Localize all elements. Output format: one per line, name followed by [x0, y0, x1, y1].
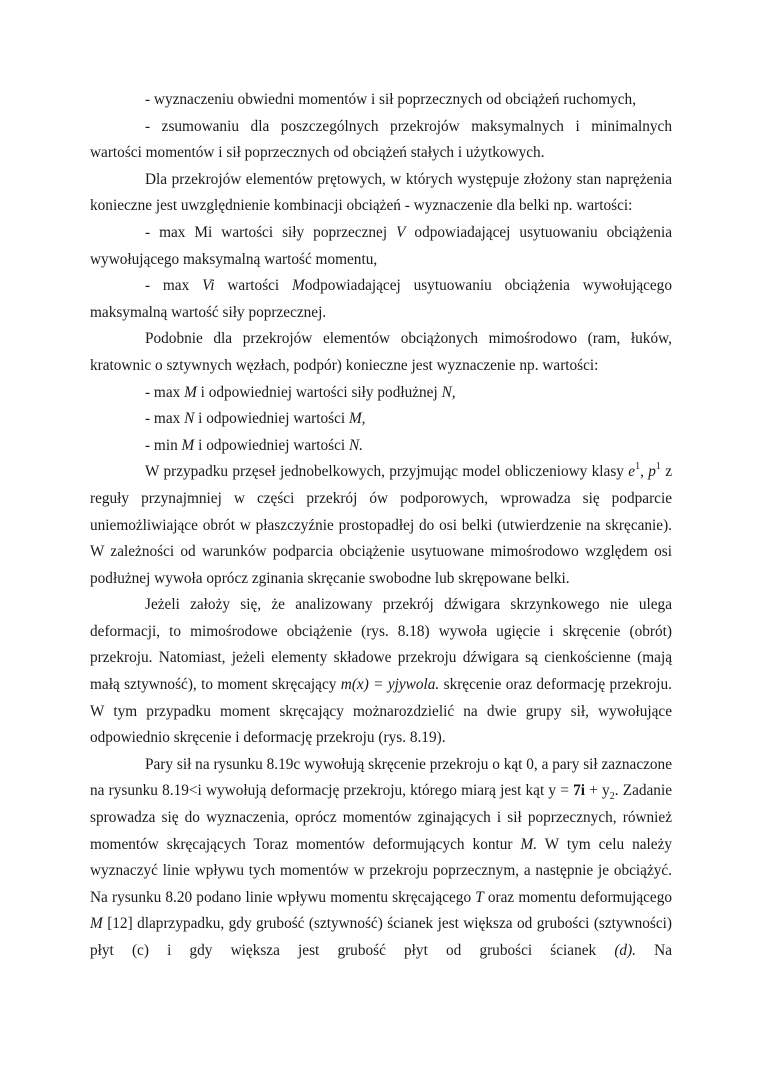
paragraph-single-beam-spans — [90, 459, 672, 592]
text-run: skręcenie oraz deformację przekroju. W tym przypadku moment skręcający możnarozdzielić na dwie grupy sił, wywołujące odpowiednio skręcenie i deformację przekroju (rys. 8.19). — [90, 676, 672, 747]
superscript: 1 — [635, 461, 641, 473]
text-run: [12] dlaprzypadku, gdy grubość (sztywność) ścianek jest większa od grubości (sztywności) płyt (c) i gdy większa jest grubość płyt od grubości ścianek — [90, 915, 672, 959]
formula-mx: m(x) = yjywola. — [340, 676, 440, 694]
text-run: - max — [145, 410, 185, 428]
symbol-t: T — [475, 888, 484, 906]
text-run: i odpowiedniej wartości — [194, 436, 349, 454]
text-run: W przypadku przęseł jednobelkowych, przyjmując model obliczeniowy klasy — [145, 463, 629, 481]
symbol-n: N. — [348, 436, 363, 454]
text-run: - min — [145, 436, 182, 454]
symbol-m: M — [292, 277, 305, 295]
text-run: - max — [145, 383, 185, 401]
text-run: Na — [636, 942, 672, 959]
symbol-m: M — [90, 915, 103, 933]
paragraph-force-pairs — [90, 752, 672, 965]
symbol-vi: Vi — [202, 277, 215, 295]
symbol-7i: 7i — [573, 782, 586, 800]
paragraph-box-girder — [90, 592, 672, 752]
paragraph-max-m-n — [90, 380, 672, 407]
symbol-e: e — [628, 463, 636, 481]
symbol-m: M — [184, 383, 197, 401]
text-run: z reguły przynajmniej w części przekrój ów podporowych, wprowadza się podparcie uniemożliwiające obrót w płaszczyźnie prostopadłej do osi belki (utwierdzenie na skręcanie). W zależności od warunków podparcia obciążenie usytuowane mimośrodowo względem osi podłużnej wywoła oprócz zginania skręcanie swobodne lub skrępowane belki. — [90, 463, 672, 587]
text-run: Jeżeli założy się, że analizowany przekrój dźwigara skrzynkowego nie ulega deformacji, to mimośrodowe obciążenie (rys. 8.18) wywoła ugięcie i skręcenie (obrót) przekroju. Natomiast, jeżeli elementy składowe przekroju dźwigara są cienkościenne (mają małą sztywność), to moment skręcający — [90, 596, 672, 694]
paragraph-eccentric-intro: Podobnie dla przekrojów elementów obciążonych mimośrodowo (ram, łuków, kratownic o sztywnych węzłach, podpór) konieczne jest wyznaczenie np. wartości: — [90, 330, 672, 374]
paragraph-max-n-m — [90, 406, 672, 433]
paragraph-min-m-n — [90, 433, 672, 460]
paragraph-list-item-1: - wyznaczeniu obwiedni momentów i sił poprzecznych od obciążeń ruchomych, — [145, 91, 637, 108]
text-run: wartości — [214, 277, 293, 295]
text-run: Pary sił na rysunku 8.19c wywołują skręcenie przekroju o kąt 0, a pary sił zaznaczone na rysunku 8.19<i wywołują deformację przekroju, którego miarą jest kąt y = — [90, 755, 672, 800]
text-run: + y — [585, 782, 610, 800]
paragraph-list-item-2: - zsumowaniu dla poszczególnych przekrojów maksymalnych i minimalnych wartości momentów i sił poprzecznych od obciążeń stałych i użytkowych. — [90, 117, 672, 162]
text-run: - max — [145, 277, 203, 295]
symbol-n: N, — [441, 383, 456, 401]
text-run: W tym celu należy wyznaczyć linie wpływu tych momentów w przekroju poprzecznym, a następnie je obciążyć. Na rysunku 8.20 podano linie wpływu momentu skręcającego — [90, 835, 673, 906]
paragraph-max-mi — [90, 220, 672, 273]
text-run: odpowiadającej usytuowaniu obciążenia wywołującego maksymalną wartość momentu, — [90, 223, 672, 268]
text-run: oraz momentu deformującego — [483, 888, 673, 906]
symbol-d: (d). — [614, 942, 636, 959]
symbol-p: p — [648, 463, 656, 481]
symbol-n: N — [184, 410, 195, 428]
text-run: , — [640, 463, 649, 481]
superscript: 1 — [655, 461, 661, 473]
symbol-m: M. — [520, 835, 538, 853]
text-run: odpowiadającej usytuowaniu obciążenia wywołującego maksymalną wartość siły poprzecznej. — [90, 277, 672, 321]
symbol-m: M — [181, 436, 195, 454]
text-run: - max Mi wartości siły poprzecznej — [145, 223, 397, 241]
paragraph-max-vi — [90, 273, 672, 326]
subscript: 2 — [609, 791, 615, 803]
paragraph-combinations-intro: Dla przekrojów elementów prętowych, w których występuje złożony stan naprężenia konieczne jest uwzględnienie kombinacji obciążeń - wyznaczenie dla belki np. wartości: — [90, 170, 672, 215]
text-run: i odpowiedniej wartości — [194, 410, 349, 428]
symbol-v: V — [396, 223, 406, 241]
text-run: . Zadanie sprowadza się do wyznaczenia, oprócz momentów zginających i sił poprzecznych, również momentów skręcających Toraz momentów deformujących kontur — [90, 782, 672, 853]
text-run: i odpowiedniej wartości siły podłużnej — [196, 383, 442, 401]
symbol-m: M, — [348, 410, 366, 428]
